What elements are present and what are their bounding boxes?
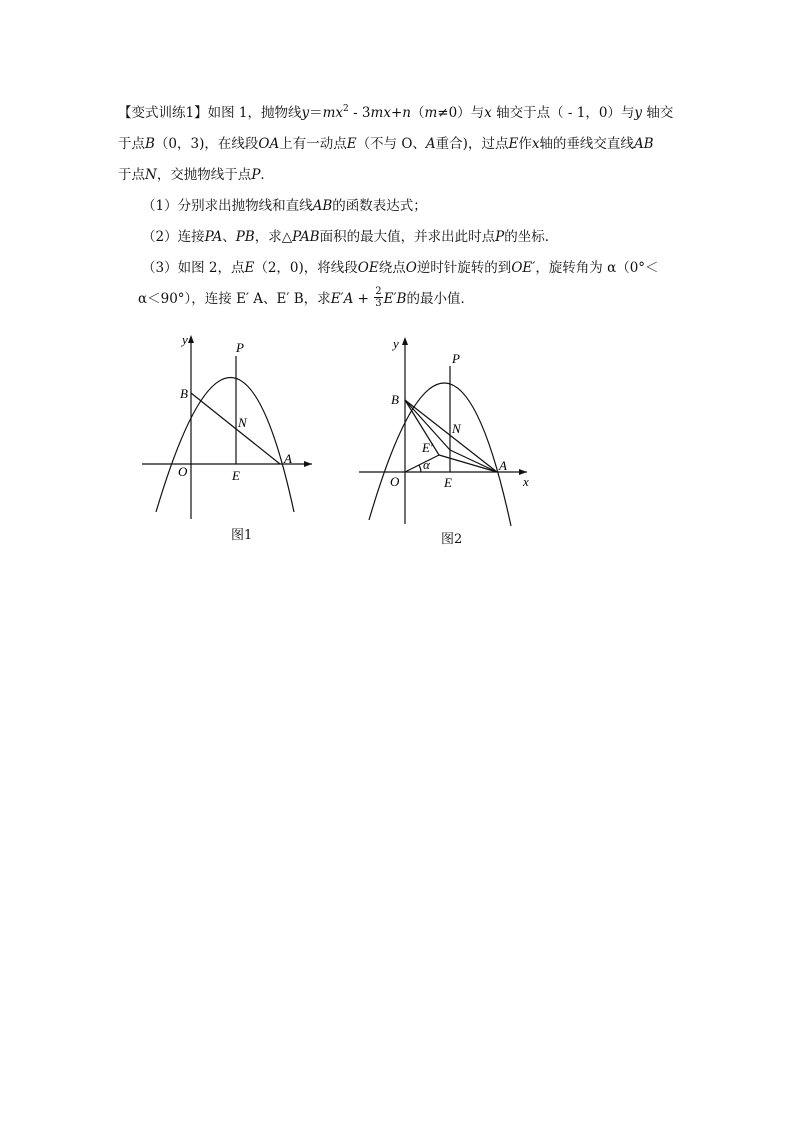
text: ，旋转角为 α（0°＜: [535, 260, 659, 276]
fraction-two-thirds: [374, 286, 382, 309]
math-var: y: [634, 105, 643, 121]
fraction-denominator: 3: [375, 298, 382, 309]
text: 作: [518, 136, 532, 152]
question-2: [118, 222, 698, 253]
math-var: mx: [370, 105, 391, 121]
label-e: E: [444, 475, 452, 490]
math-var: AB: [312, 198, 333, 214]
label-a: A: [499, 458, 507, 473]
text: ，求△: [254, 229, 293, 245]
text: +: [353, 291, 374, 307]
label-a: A: [284, 451, 292, 466]
label-n: N: [238, 415, 247, 430]
text: （不与 O、: [356, 136, 426, 152]
question-3: [118, 253, 698, 284]
text: ．: [260, 167, 274, 183]
label-b: B: [180, 386, 188, 401]
math-var: OE: [357, 260, 379, 276]
fraction-numerator: 2: [375, 286, 382, 297]
math-var: n: [402, 105, 411, 121]
math-var: O: [405, 260, 417, 276]
label-y: y: [393, 336, 399, 351]
text: （0，3)，在线段: [154, 136, 259, 152]
label-p: P: [452, 351, 460, 366]
figure-2: [355, 330, 555, 530]
text: +: [390, 105, 403, 121]
text: α＜90°），连接 E′ A、E′ B，求: [138, 291, 331, 307]
label-o: O: [178, 464, 188, 479]
text: 轴交于点（ - 1，0）与: [491, 105, 635, 121]
text: 于点: [118, 136, 145, 152]
math-var: AB: [633, 136, 654, 152]
text: ，交抛物线于点: [156, 167, 252, 183]
math-var: y: [301, 105, 310, 121]
text: （2，0)，将线段: [254, 260, 358, 276]
line-ab: [405, 400, 497, 472]
label-e: E: [232, 468, 240, 483]
text: ≠0）与: [437, 105, 485, 121]
math-var: E: [346, 136, 357, 152]
question-1: [118, 191, 698, 222]
label-x: x: [523, 474, 529, 489]
text: 绕点: [378, 260, 406, 276]
figure-2-caption: 图2: [441, 532, 463, 547]
segment-e-prime-a: [439, 455, 497, 472]
text: 的坐标．: [504, 229, 559, 245]
math-var: E′A: [330, 291, 354, 307]
text: 重合)，过点: [435, 136, 509, 152]
label-n: N: [452, 421, 461, 436]
math-var: E: [244, 260, 255, 276]
label-p: P: [236, 340, 244, 355]
math-var: PA: [204, 229, 223, 245]
label-alpha: α: [423, 457, 430, 472]
text: （3）如图 2，点: [142, 260, 245, 276]
text: 逆时针旋转的到: [416, 260, 512, 276]
math-var: m: [424, 105, 438, 121]
math-var: E: [508, 136, 519, 152]
label-o: O: [390, 474, 400, 489]
math-var: N: [145, 167, 157, 183]
math-var: x: [484, 105, 492, 121]
text: 的函数表达式；: [332, 198, 427, 214]
problem-line-2: [118, 129, 698, 160]
math-var: mx: [322, 105, 344, 121]
text: 轴交: [642, 105, 674, 121]
text: 轴的垂线交直线: [539, 136, 634, 152]
exponent: 2: [343, 104, 349, 114]
math-var: E′B: [383, 291, 407, 307]
label-b: B: [391, 392, 399, 407]
text: 、: [222, 229, 236, 245]
figure-1: [130, 330, 330, 525]
text: - 3: [348, 105, 371, 121]
text: （: [410, 105, 425, 121]
label-e-prime: E′: [422, 440, 433, 455]
math-var: PB: [235, 229, 255, 245]
text: （2）连接: [142, 229, 205, 245]
text: 的最小值．: [406, 291, 474, 307]
y-axis-arrow: [188, 335, 194, 343]
text: （1）分别求出抛物线和直线: [142, 198, 313, 214]
math-var: PAB: [292, 229, 320, 245]
math-var: x: [531, 136, 540, 152]
text: ＝: [309, 105, 323, 121]
math-var: P: [251, 167, 261, 183]
problem-line-1: [118, 98, 698, 129]
math-var: OE′: [511, 260, 536, 276]
math-var: B: [145, 136, 155, 152]
text: 面积的最大值，并求出此时点: [319, 229, 496, 245]
math-var: A: [425, 136, 436, 152]
text: 如图 1，抛物线: [207, 105, 302, 121]
problem-text: [118, 98, 698, 315]
angle-arc: [419, 465, 421, 472]
x-axis-arrow: [304, 461, 312, 467]
label-y: y: [182, 332, 188, 347]
math-var: OA: [258, 136, 280, 152]
math-var: P: [495, 229, 505, 245]
problem-line-3: [118, 160, 698, 191]
question-3-cont: [138, 284, 698, 315]
text: 于点: [118, 167, 145, 183]
figure-1-caption: 图1: [231, 528, 253, 543]
problem-tag: 【变式训练1】: [118, 105, 208, 121]
text: 上有一动点: [279, 136, 347, 152]
segment-oe-prime: [405, 455, 439, 472]
y-axis-arrow: [402, 337, 408, 345]
parabola-curve: [156, 378, 294, 513]
